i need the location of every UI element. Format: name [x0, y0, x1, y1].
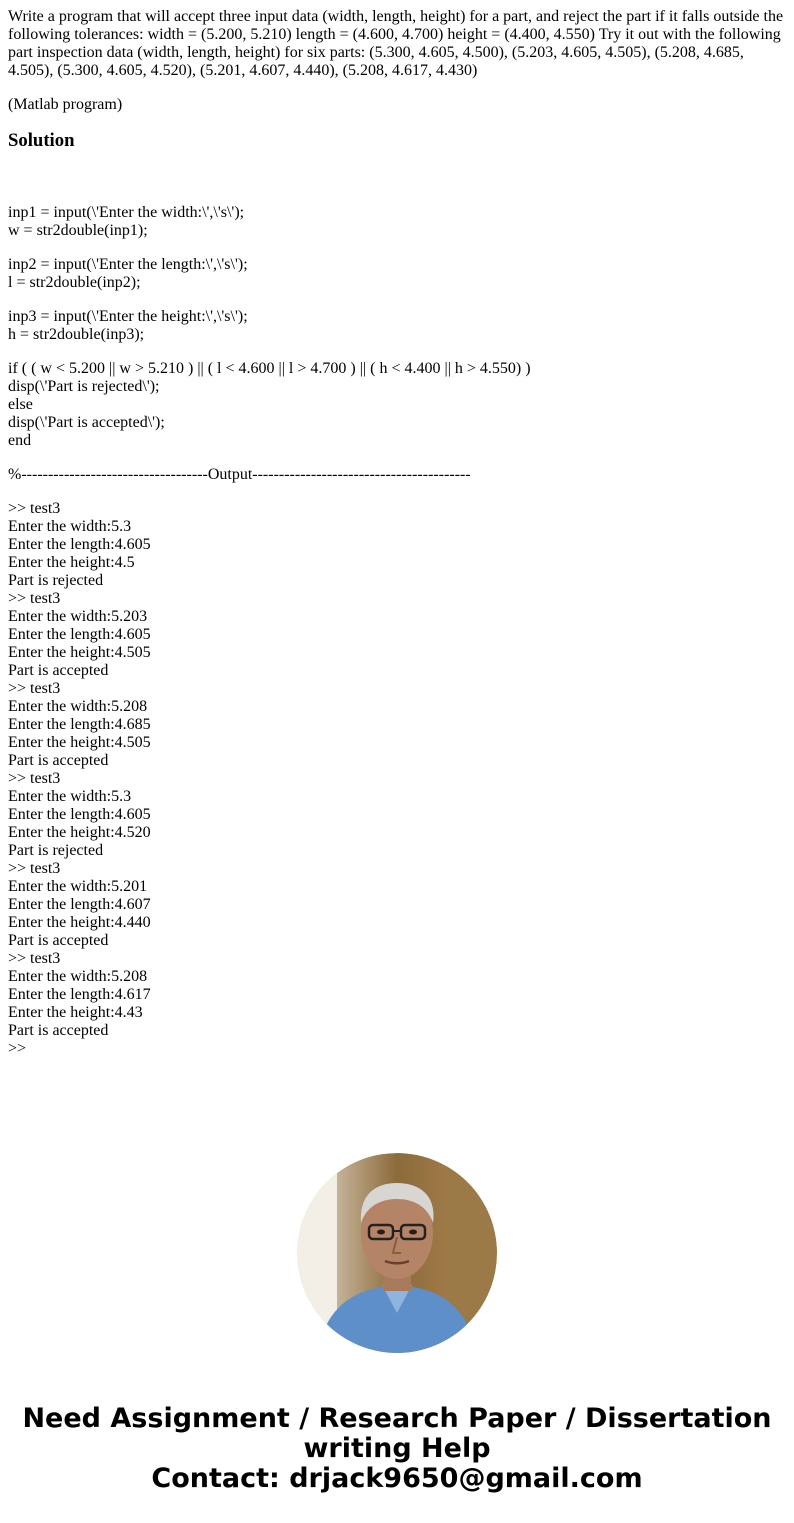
output-divider-text: %-----------------------------------Output----------------------------------------- [8, 466, 471, 483]
output-line: >> test3 [8, 950, 61, 967]
output-line: >> test3 [8, 590, 61, 607]
output-line: >> test3 [8, 860, 61, 877]
footer-line-3: Contact: drjack9650@gmail.com [151, 1463, 643, 1494]
output-line: Part is accepted [8, 1022, 109, 1039]
output-line: >> test3 [8, 680, 61, 697]
output-line: Enter the width:5.203 [8, 608, 148, 625]
output-line: Enter the height:4.5 [8, 554, 135, 571]
code-line: inp1 = input(\'Enter the width:\',\'s\'); [8, 204, 245, 221]
output-line: Enter the height:4.520 [8, 824, 151, 841]
code-line: if ( ( w < 5.200 || w > 5.210 ) || ( l < 4.600 || l > 4.700 ) || ( h < 4.400 || h > 4.550) ) [8, 360, 531, 377]
output-line: Enter the height:4.43 [8, 1004, 143, 1021]
code-width-input [8, 204, 788, 240]
code-line: else [8, 396, 33, 413]
output-line: >> [8, 1040, 27, 1057]
code-line: h = str2double(inp3); [8, 326, 145, 343]
output-line: Part is accepted [8, 662, 109, 679]
output-line: Enter the width:5.3 [8, 518, 132, 535]
output-line: Enter the height:4.440 [8, 914, 151, 931]
code-line: disp(\'Part is rejected\'); [8, 378, 160, 395]
code-line: end [8, 432, 32, 449]
output-line: Part is accepted [8, 932, 109, 949]
question-text: Write a program that will accept three input data (width, length, height) for a part, and reject the part if it falls outside the following tolerances: width = (5.200, 5.210) length = (4.600, 4.700) height = (4.400, 4.550) Try it out with the following part inspection data (width, length, height) for six parts: (5.300, 4.605, 4.500), (5.203, 4.605, 4.505), (5.208, 4.685, 4.505), (5.300, 4.605, 4.520), (5.201, 4.607, 4.440), (5.208, 4.617, 4.430) [8, 8, 788, 79]
output-line: Enter the length:4.605 [8, 626, 151, 643]
code-height-input [8, 308, 788, 344]
footer-line-1: Need Assignment / Research Paper / Dissertation [22, 1403, 772, 1434]
code-condition [8, 360, 788, 450]
output-console [8, 500, 788, 1058]
output-line: Enter the length:4.605 [8, 806, 151, 823]
output-line: Enter the width:5.208 [8, 698, 148, 715]
footer-line-2: writing Help [303, 1433, 491, 1464]
output-line: Part is rejected [8, 842, 104, 859]
output-line: Enter the width:5.3 [8, 788, 132, 805]
output-line: >> test3 [8, 500, 61, 517]
code-line: inp3 = input(\'Enter the height:\',\'s\'); [8, 308, 248, 325]
output-line: Part is rejected [8, 572, 104, 589]
output-line: Enter the width:5.201 [8, 878, 148, 895]
output-line: Enter the height:4.505 [8, 644, 151, 661]
solution-heading: Solution [8, 130, 75, 151]
output-line: Enter the length:4.605 [8, 536, 151, 553]
output-line: Enter the height:4.505 [8, 734, 151, 751]
language-note: (Matlab program) [8, 96, 123, 113]
code-line: inp2 = input(\'Enter the length:\',\'s\'); [8, 256, 248, 273]
document-body [8, 8, 788, 1074]
output-line: Enter the length:4.617 [8, 986, 151, 1003]
spacer [8, 168, 788, 204]
output-line: Enter the width:5.208 [8, 968, 148, 985]
code-line: l = str2double(inp2); [8, 274, 141, 291]
code-line: w = str2double(inp1); [8, 222, 148, 239]
output-divider [8, 466, 788, 484]
footer-contact-banner [0, 1404, 794, 1494]
portrait-illustration [297, 1153, 497, 1353]
output-line: >> test3 [8, 770, 61, 787]
output-line: Enter the length:4.685 [8, 716, 151, 733]
output-line: Part is accepted [8, 752, 109, 769]
code-length-input [8, 256, 788, 292]
code-line: disp(\'Part is accepted\'); [8, 414, 165, 431]
output-line: Enter the length:4.607 [8, 896, 151, 913]
author-photo [297, 1153, 497, 1353]
